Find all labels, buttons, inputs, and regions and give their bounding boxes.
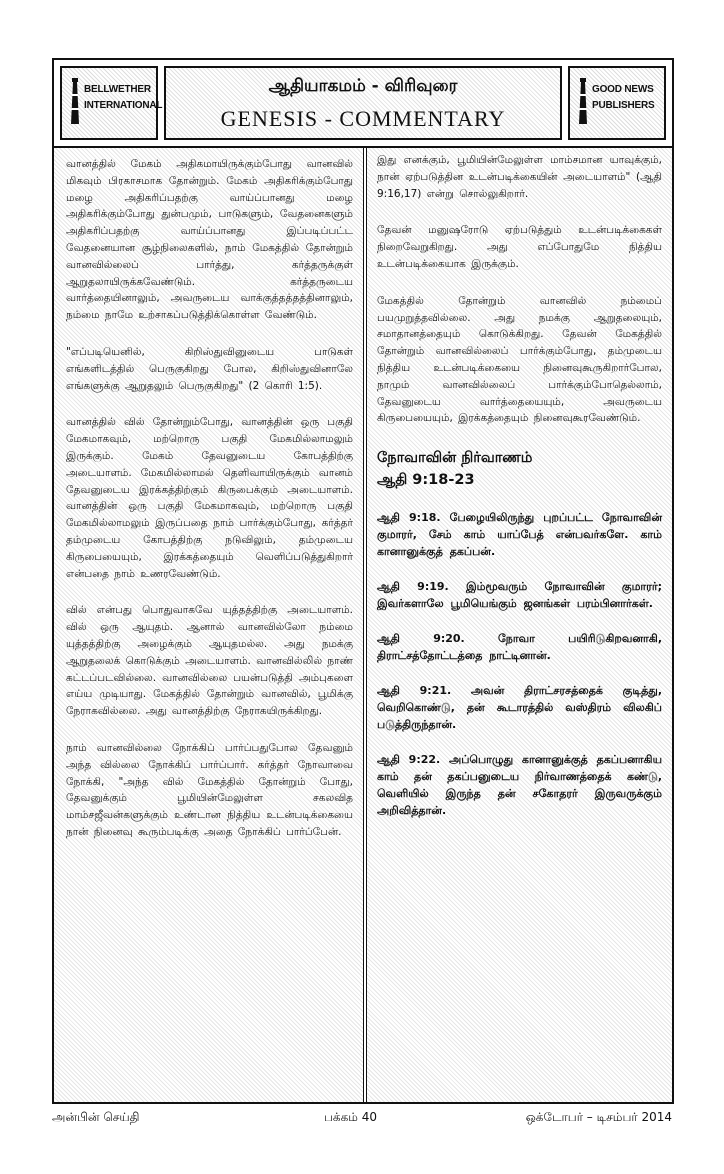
verse-text: ஆதி 9:19. இம்மூவரும் நோவாவின் குமாரர்; இவர்களாலே பூமியெங்கும் ஜனங்கள் பரம்பினார்கள். <box>377 580 662 611</box>
right-paragraph: இது எனக்கும், பூமியின்மேலுள்ள மாம்சமான யாவுக்கும், நான் ஏற்படுத்தின உடன்படிக்கையின் அடையாளம்" (ஆதி 9:16,17) என்று சொல்லுகிறார். <box>377 154 662 200</box>
section-heading-title: நோவாவின் நிர்வாணம் <box>377 450 533 467</box>
page-frame <box>52 58 674 1104</box>
title-tamil: ஆதியாகமம் - விரிவுரை <box>268 76 458 96</box>
title-english: GENESIS - COMMENTARY <box>220 106 506 131</box>
left-logo-line2: INTERNATIONAL <box>84 100 163 111</box>
section-heading-reference: ஆதி 9:18-23 <box>377 472 475 489</box>
left-logo-text <box>84 82 163 114</box>
right-logo-line2: PUBLISHERS <box>592 100 655 111</box>
right-column <box>366 148 672 1102</box>
good-news-logo <box>568 66 666 140</box>
verse-text: ஆதி 9:22. அப்பொழுது கானானுக்குத் தகப்பனாகிய காம் தன் தகப்பனுடைய நிர்வாணத்தைக் கண்டு, வெளியில் இருந்த தன் சகோதரர் இருவருக்கும் அறிவித்தான். <box>377 753 662 818</box>
right-paragraph: தேவன் மனுஷரோடு ஏற்படுத்தும் உடன்படிக்கைகள் நிறைவேறுகிறது. அது எப்போதுமே நித்திய உடன்படிக்கையாக இருக்கும். <box>377 224 662 270</box>
verse-text: ஆதி 9:21. அவன் திராட்சரசத்தைக் குடித்து, வெறிகொண்டு, தன் கூடாரத்தில் வஸ்திரம் விலகிப் படுத்திருந்தான். <box>377 684 662 732</box>
page-header <box>54 60 672 148</box>
footer-page-number: பக்கம் 40 <box>324 1110 378 1124</box>
left-paragraph: நாம் வானவில்லை நோக்கிப் பார்ப்பதுபோல தேவனும் அந்த வில்லை நோக்கிப் பார்ப்பார். கர்த்தர் நோவாவை நோக்கி, "அந்த வில் மேகத்தில் தோன்றும் போது, தேவனுக்கும் பூமியின்மேலுள்ள சகலவித மாம்சஜீவன்களுக்கும் உண்டான நித்திய உடன்படிக்கையை நான் நினைவு கூரும்படிக்கு அதை நோக்கிப் பார்ப்பேன். <box>66 741 353 838</box>
title-box <box>164 66 562 140</box>
right-logo-line1: GOOD NEWS <box>592 84 654 95</box>
left-paragraph: "எப்படியெனில், கிறிஸ்துவினுடைய பாடுகள் எங்களிடத்தில் பெருகுகிறது போல, கிறிஸ்துவினாலே எங்களுக்கு ஆறுதலும் பெருகுகிறது" (2 கொரி 1:5). <box>66 345 353 392</box>
left-column <box>54 148 364 1102</box>
left-paragraph: வானத்தில் மேகம் அதிகமாயிருக்கும்போது வானவில் மிகவும் பிரகாசமாக தோன்றும். மேகம் அதிகரிக்கும்போது மழை அதிகரிப்பதற்கு வாய்ப்பானது மழை அதிகரிக்கும்போது துன்பமும், பாடுகளும், வேதனைகளும் அதிகரிப்பதற்கு வாய்ப்பானது இப்படிப்பட்ட வேதனையான சூழ்நிலைகளில், நாம் மேகத்தில் தோன்றும் வானவில்லைப் பார்த்து, கர்த்தருக்குள் ஆறுதலாயிருக்கவேண்டும். கர்த்தருடைய வார்த்தையினாலும், அவருடைய வாக்குத்தத்தத்தினாலும், நம்மை நாமே உற்சாகப்படுத்திக்கொள்ள வேண்டும். <box>66 158 353 322</box>
footer-issue-date: ஒக்டோபர் – டிசம்பர் 2014 <box>525 1110 672 1124</box>
left-paragraph: வானத்தில் வில் தோன்றும்போது, வானத்தின் ஒரு பகுதி மேகமாகவும், மற்றொரு பகுதி மேகமில்லாமலும் இருக்கும். மேகம் தேவனுடைய கோபத்திற்கு அடையாளம். மேகமில்லாமல் தெளிவாயிருக்கும் வானம் தேவனுடைய இரக்கத்திற்கும் கிருபைக்கும் அடையாளம். வானத்தின் ஒரு பகுதி மேகமாகவும், மற்றொரு பகுதி மேகமில்லாமலும் இருப்பதை நாம் பார்க்கும்போது, கர்த்தர் தம்முடைய கோபத்திற்கு நடுவிலும், தம்முடைய கிருபையையும், இரக்கத்தையும் வெளிப்படுத்துகிறார் என்பதை நாம் உணரவேண்டும். <box>66 416 353 580</box>
verse-text: ஆதி 9:20. நோவா பயிரிடுகிறவனாகி, திராட்சத்தோட்டத்தை நாட்டினான். <box>377 632 662 663</box>
lighthouse-icon <box>68 78 82 128</box>
lighthouse-icon <box>576 78 590 128</box>
footer-publication: அன்பின் செய்தி <box>52 1110 140 1124</box>
right-logo-text <box>592 82 662 114</box>
section-heading <box>377 447 662 491</box>
left-paragraph: வில் என்பது பொதுவாகவே யுத்தத்திற்கு அடையாளம். வில் ஒரு ஆயுதம். ஆனால் வானவில்லோ நம்மை யுத்தத்திற்கு அழைக்கும் ஆயுதமல்ல. அது நமக்கு ஆறுதலைக் கொடுக்கும் அடையாளம். வானவில்லில் நாண் கட்டப்படவில்லை. வானவில்லை பயன்படுத்தி அம்புகளை எய்ய முடியாது. மேகத்தில் தோன்றும் வானவில், பூமிக்கு நேராகவில்லை. அது வானத்திற்கு நேராகயிருக்கிறது. <box>66 604 353 718</box>
right-paragraph: மேகத்தில் தோன்றும் வானவில் நம்மைப் பயமுறுத்தவில்லை. அது நமக்கு ஆறுதலையும், சமாதானத்தையும் கொடுக்கிறது. தேவன் மேகத்தில் தோன்றும் வானவில்லைப் பார்க்கும்போது, தம்முடைய நித்திய உடன்படிக்கையை நினைவுகூருகிறார்போல, நாமும் வானவில்லைப் பார்க்கும்போதெல்லாம், தேவனுடைய வார்த்தையையும், அவருடைய கிருபையையும், இரக்கத்தையும் நினைவுகூரவேண்டும். <box>377 294 662 425</box>
verse-text: ஆதி 9:18. பேழையிலிருந்து புறப்பட்ட நோவாவின் குமாரர், சேம் காம் யாப்பேத் என்பவர்களே. காம் கானானுக்குத் தகப்பன். <box>377 511 662 559</box>
bellwether-logo <box>60 66 163 140</box>
left-logo-line1: BELLWETHER <box>84 84 151 95</box>
